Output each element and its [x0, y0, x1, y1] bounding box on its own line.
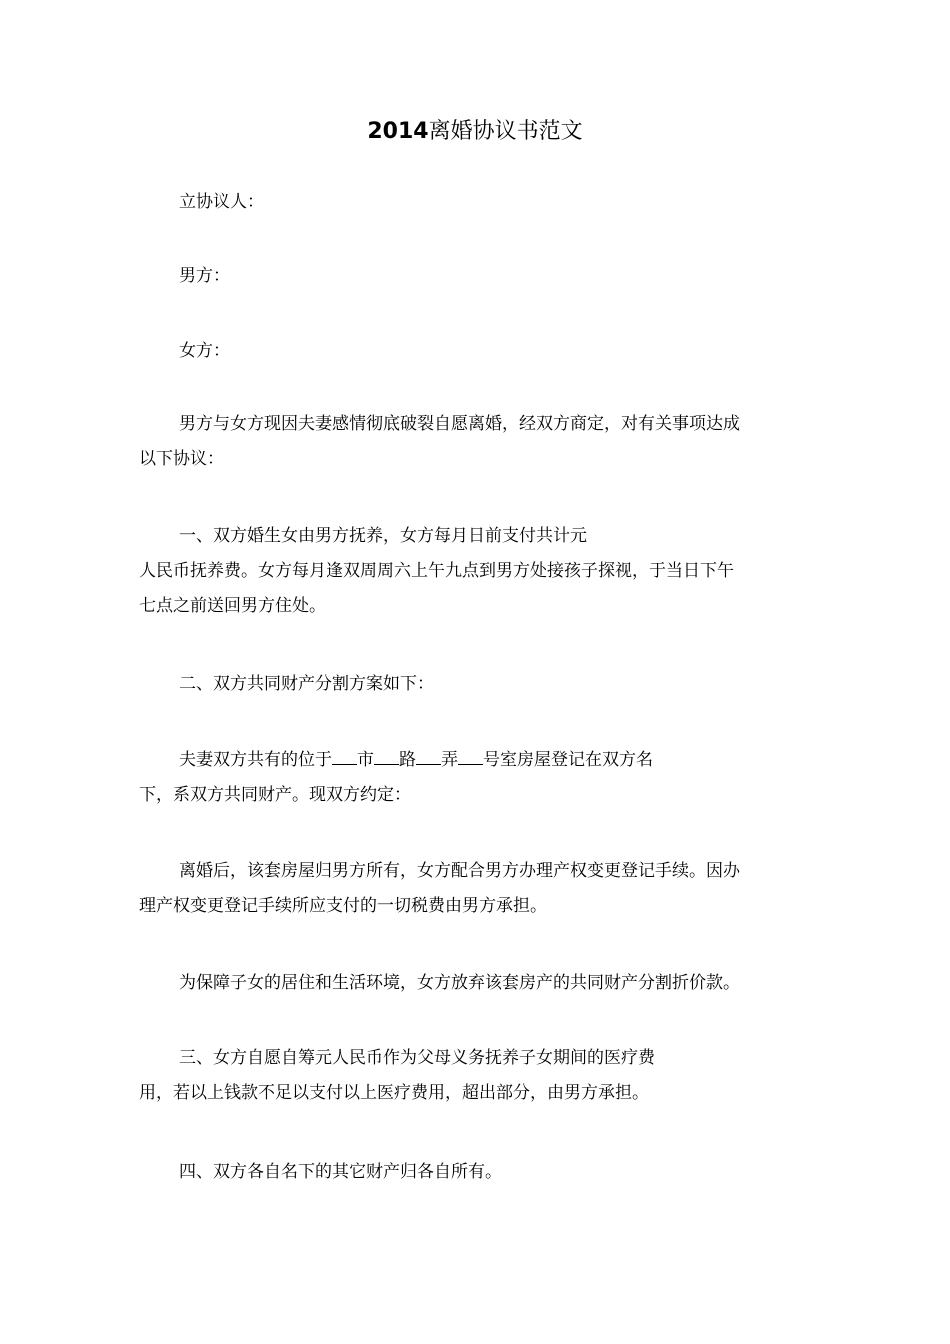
paragraph-intro: 男方与女方现因夫妻感情彻底破裂自愿离婚，经双方商定，对有关事项达成 以下协议： — [139, 414, 740, 469]
paragraph-clause-four: 四、双方各自名下的其它财产归各自所有。 — [179, 1162, 502, 1182]
paragraph-clause-two: 二、双方共同财产分割方案如下： — [179, 674, 434, 694]
paragraph-female: 女方： — [179, 341, 230, 361]
paragraph-party: 立协议人： — [179, 192, 264, 212]
paragraph-clause-three: 三、女方自愿自筹元人民币作为父母义务抚养子女期间的医疗费 用，若以上钱款不足以支付以上医疗费用，超出部分，由男方承担。 — [139, 1048, 655, 1103]
paragraph-after-divorce: 离婚后，该套房屋归男方所有，女方配合男方办理产权变更登记手续。因办 理产权变更登记手续所应支付的一切税费由男方承担。 — [139, 861, 740, 916]
blank-number[interactable] — [458, 750, 483, 765]
paragraph-clause-one: 一、双方婚生女由男方抚养，女方每月日前支付共计元 人民币抚养费。女方每月逢双周周六上午九点到男方处接孩子探视，于当日下午 七点之前送回男方住处。 — [139, 526, 734, 616]
title-text: 离婚协议书范文 — [428, 119, 583, 144]
paragraph-protect-children: 为保障子女的居住和生活环境，女方放弃该套房产的共同财产分割折价款。 — [179, 973, 740, 993]
title-year: 2014 — [367, 119, 429, 144]
blank-road[interactable] — [374, 750, 399, 765]
paragraph-house: 夫妻双方共有的位于 市 路 弄 号室房屋登记在双方名 下，系双方共同财产。现双方约定： — [139, 750, 653, 805]
paragraph-male: 男方： — [179, 266, 230, 286]
blank-city[interactable] — [332, 750, 357, 765]
document-title — [0, 116, 950, 147]
blank-lane[interactable] — [416, 750, 441, 765]
